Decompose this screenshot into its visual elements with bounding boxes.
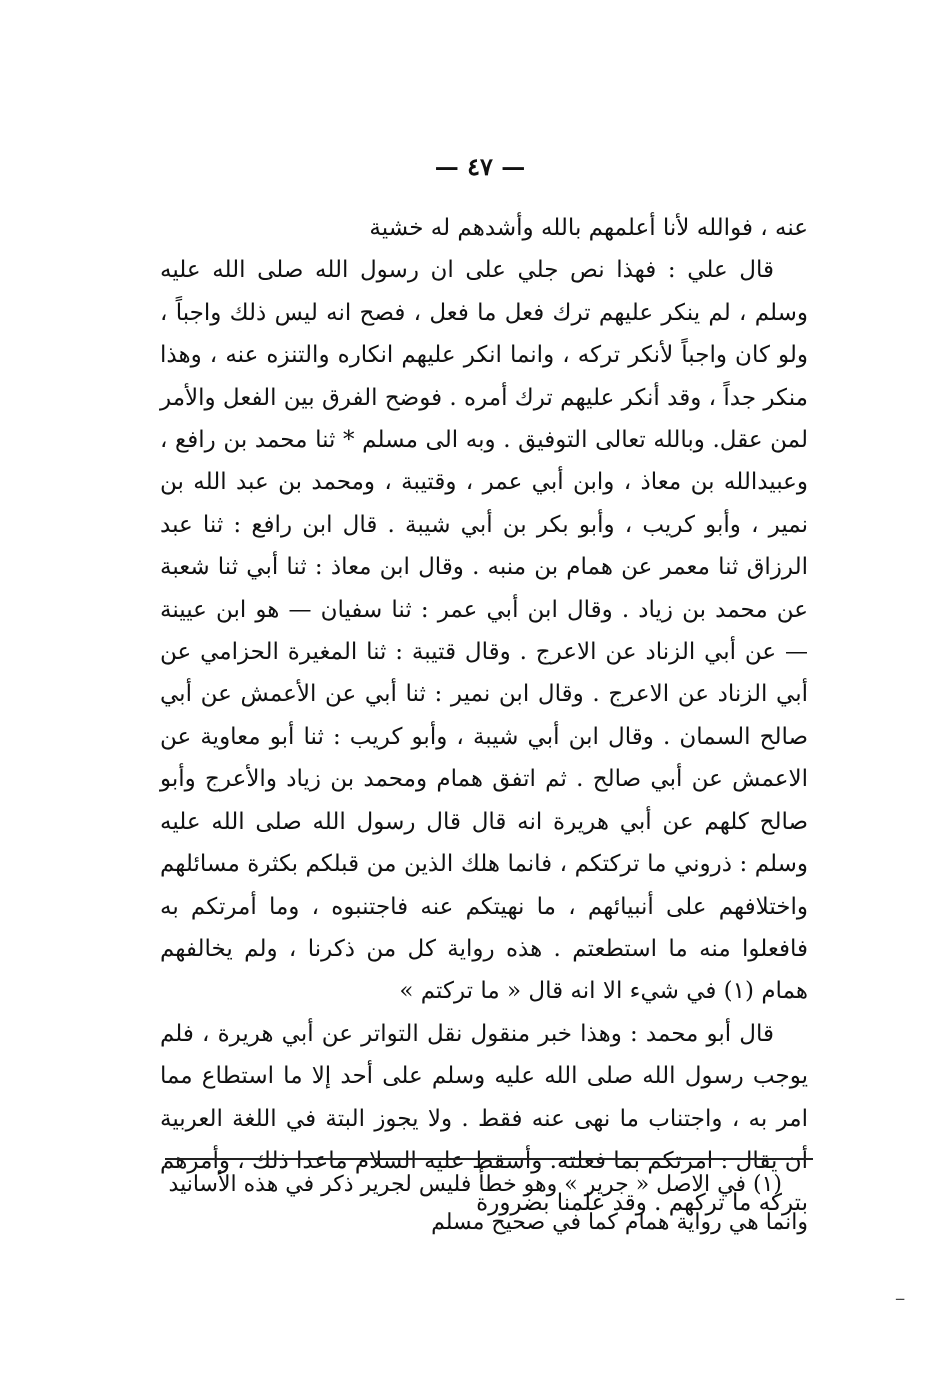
footnote-line: وانما هي رواية همام كما في صحيح مسلم bbox=[431, 1210, 808, 1235]
corner-scan-mark: ــ bbox=[896, 1288, 905, 1304]
page-number: — ٤٧ — bbox=[434, 152, 526, 181]
footnote-divider bbox=[165, 1158, 813, 1160]
paragraph-continuation: عنه ، فوالله لأنا أعلمهم بالله وأشدهم له خشية bbox=[369, 215, 808, 241]
footnote bbox=[160, 1166, 808, 1242]
footnote-line: (١) في الاصل « جرير » وهو خطأ فليس لجرير ذكر في هذه الأسانيد bbox=[168, 1172, 782, 1197]
paragraph-commentary: قال أبو محمد : وهذا خبر منقول نقل التواتر عن أبي هريرة ، فلم يوجب رسول الله صلى الله عليه وسلم على أحد إلا ما استطاع مما امر به ، واجتناب ما نهى عنه فقط . ولا يجوز البتة في اللغة العربية أن يقال : امرتكم بما فعلته. وأسقط عليه السلام ماعدا ذلك ، وأمرهم بتركه ما تركهم . وقد علمنا بضرورة bbox=[160, 1020, 808, 1217]
paragraph-hadith: قال علي : فهذا نص جلي على ان رسول الله صلى الله عليه وسلم ، لم ينكر عليهم ترك فعل ما فعل ، فصح انه ليس ذلك واجباً ، ولو كان واجباً لأنكر تركه ، وانما انكر عليهم انكاره والتنزه عنه ، وهذا منكر جداً ، وقد أنكر عليهم ترك أمره . فوضح الفرق بين الفعل والأمر لمن عقل. وبالله تعالى التوفيق . وبه الى مسلم * ثنا محمد بن رافع ، وعبيدالله بن معاذ ، وابن أبي عمر ، وقتيبة ، ومحمد بن عبد الله بن نمير ، وأبو كريب ، وأبو بكر بن أبي شيبة . قال ابن رافع : ثنا عبد الرزاق ثنا معمر عن همام بن منبه . وقال ابن معاذ : ثنا أبي ثنا شعبة عن محمد بن زياد . وقال ابن أبي عمر : ثنا سفيان — هو ابن عيينة — عن أبي الزناد عن الاعرج . وقال قتيبة : ثنا المغيرة الحزامي عن أبي الزناد عن الاعرج . وقال ابن نمير : ثنا أبي عن الأعمش عن أبي صالح السمان . وقال ابن أبي شيبة ، وأبو كريب : ثنا أبو معاوية عن الاعمش عن أبي صالح . ثم اتفق همام ومحمد بن زياد والأعرج وأبو صالح كلهم عن أبي هريرة انه قال قال رسول الله صلى الله عليه وسلم : ذروني ما تركتكم ، فانما هلك الذين من قبلكم بكثرة مسائلهم واختلافهم على أنبيائهم ، ما نهيتكم عنه فاجتنبوه ، وما أمرتكم به فافعلوا منه ما استطعتم . هذه رواية كل من ذكرنا ، ولم يخالفهم همام (١) في شيء الا انه قال « ما تركتم » bbox=[160, 257, 808, 1005]
main-text bbox=[160, 207, 808, 1225]
